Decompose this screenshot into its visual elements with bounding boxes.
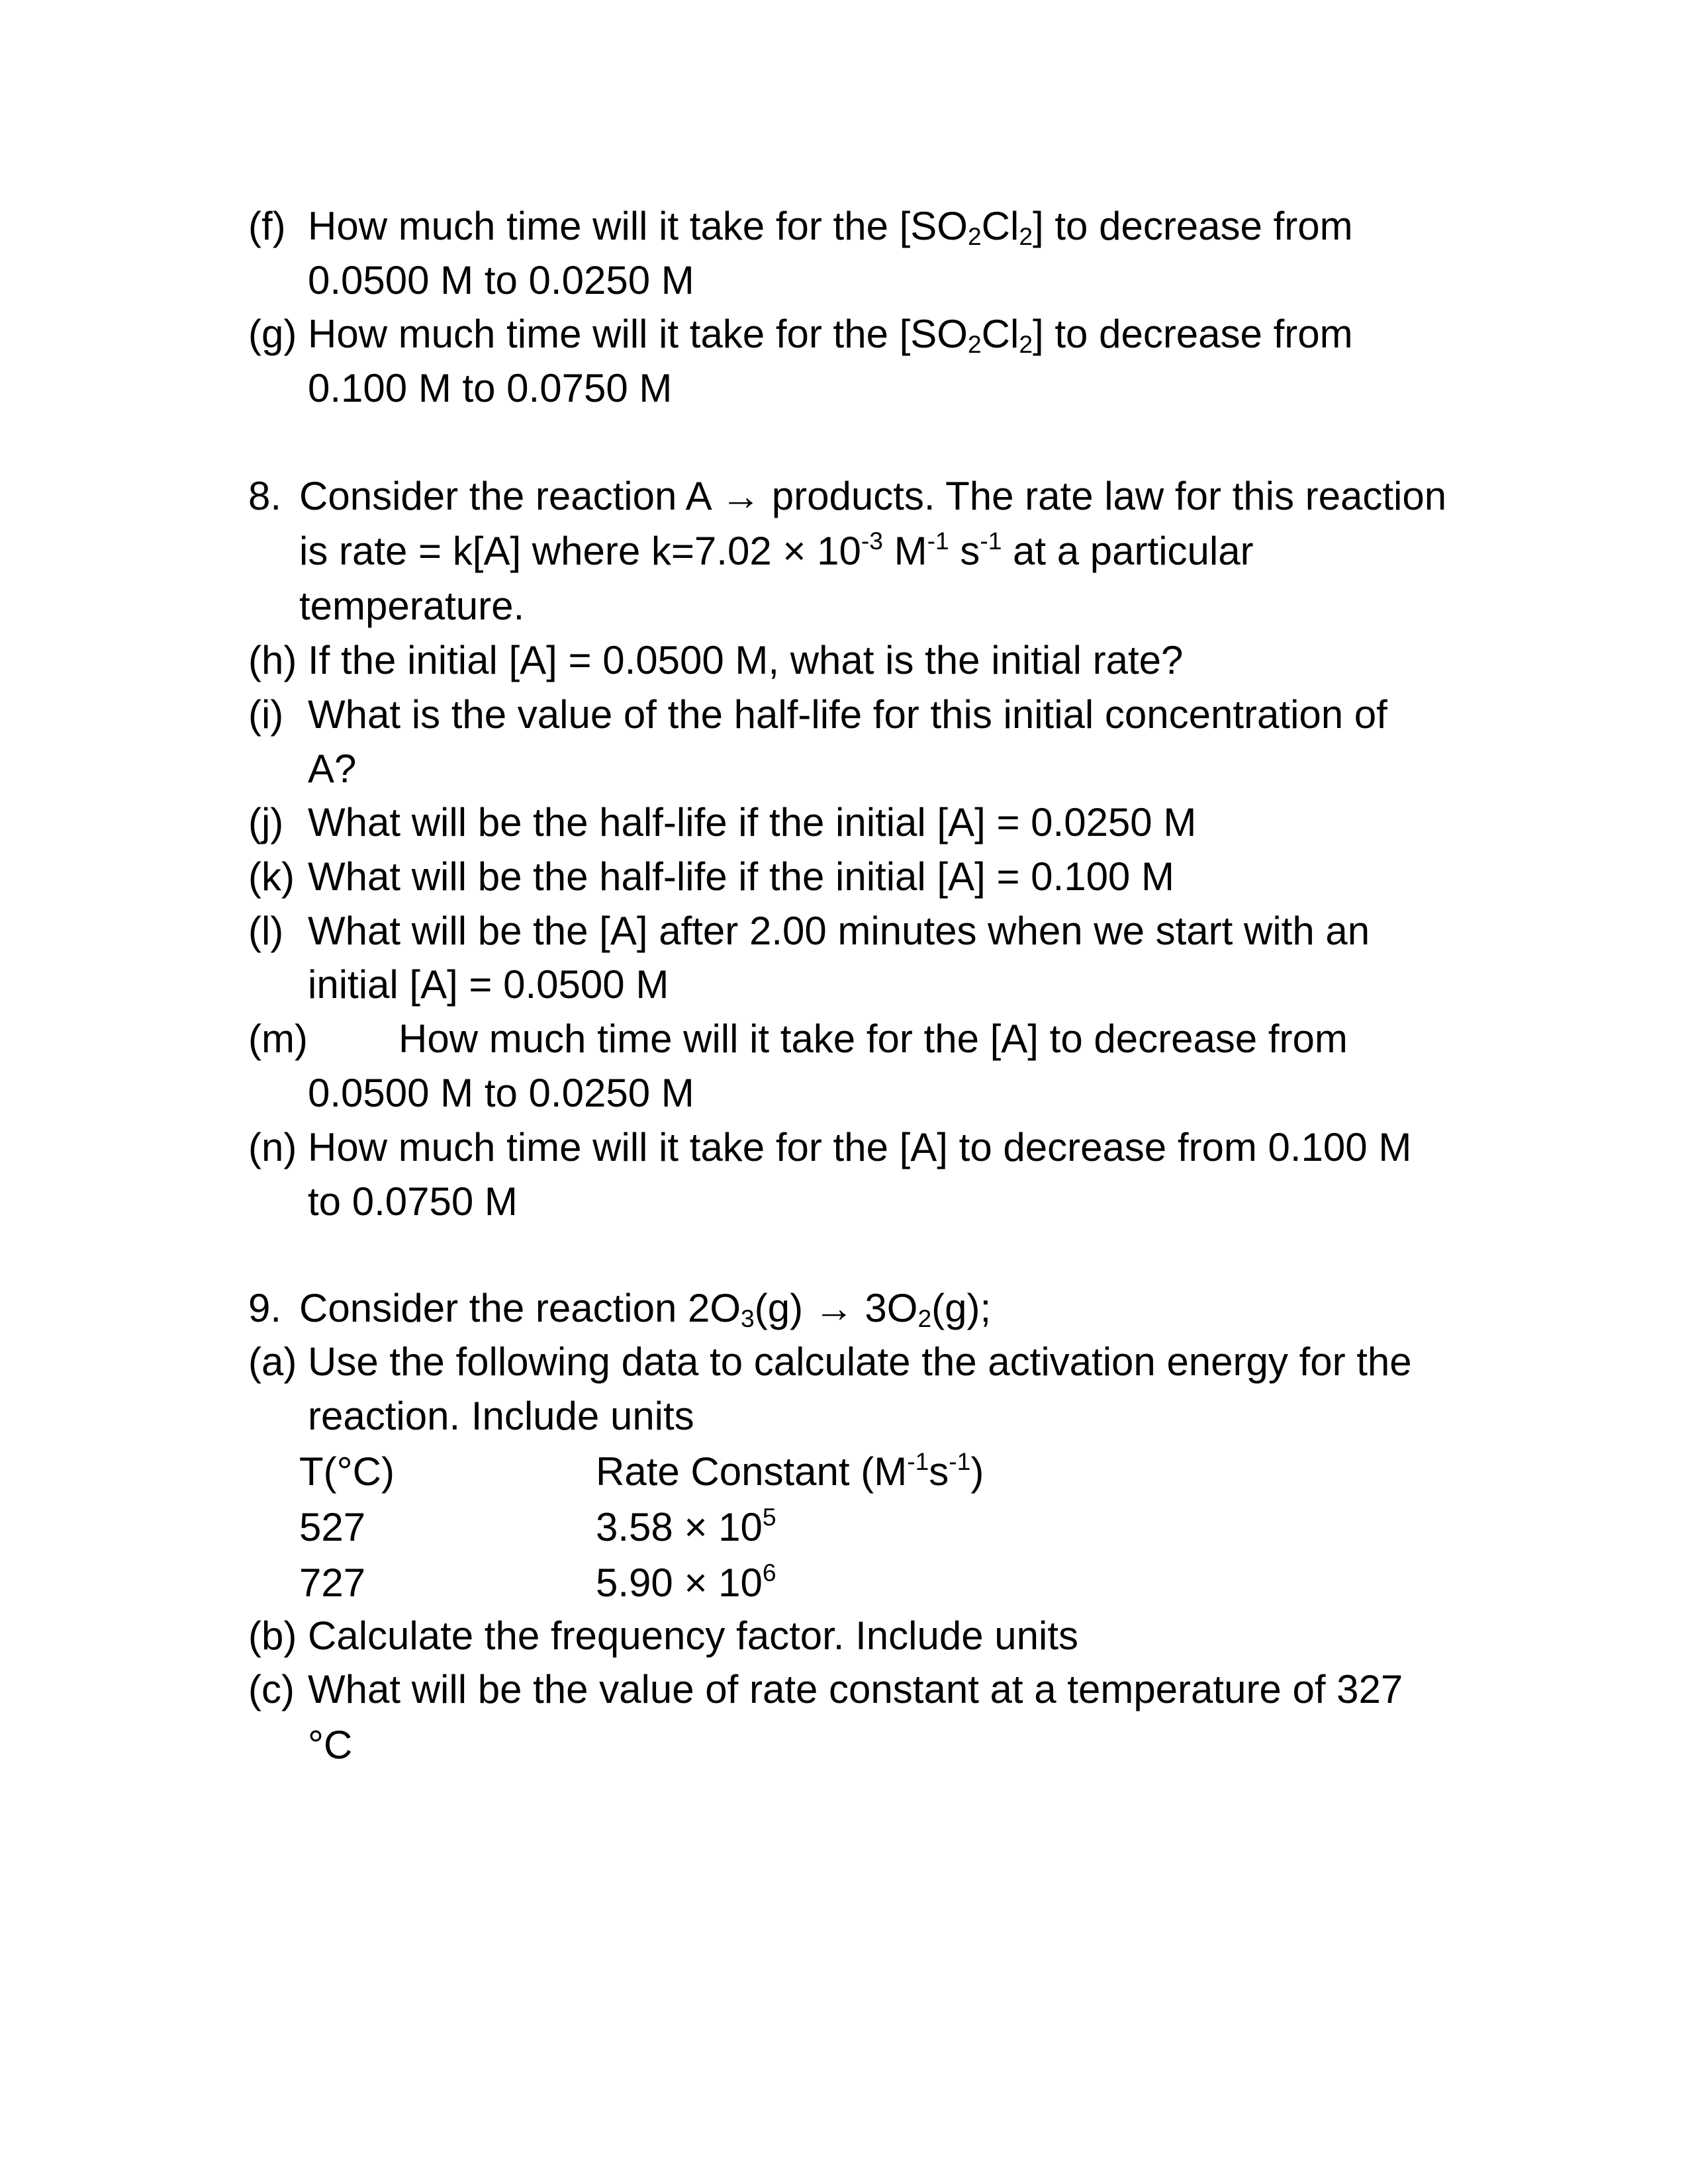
part-text-continued: reaction. Include units [308,1394,694,1438]
part-label: (k) [248,854,295,899]
part-text: If the initial [A] = 0.0500 M, what is the initial rate? [308,638,1184,682]
part-label: (h) [248,638,297,682]
question-text-continued: temperature. [299,584,525,628]
table-header-temperature: T(°C) [299,1449,395,1494]
part-text-continued: °C [308,1723,353,1767]
part-label: (m) [248,1017,308,1061]
part-text: How much time will it take for the [A] to decrease from 0.100 M [308,1125,1412,1169]
part-label: (g) [248,312,297,356]
question-text: Consider the reaction A → products. The rate law for this reaction [299,474,1447,518]
part-text-continued: 0.100 M to 0.0750 M [308,366,673,410]
part-text: What is the value of the half-life for this initial concentration of [308,692,1387,737]
table-cell-temperature: 527 [299,1505,366,1549]
question-number: 9. [248,1286,282,1330]
part-text: What will be the value of rate constant at a temperature of 327 [308,1667,1403,1711]
part-text: How much time will it take for the $[SO_2Cl_2]$ to decrease from [308,204,1353,251]
part-label: (l) [248,909,284,953]
part-label: (i) [248,692,284,737]
part-text-continued: A? [308,747,357,791]
part-label: (c) [248,1667,295,1711]
part-text-continued: 0.0500 M to 0.0250 M [308,258,694,302]
part-text-continued: initial [A] = 0.0500 M [308,962,669,1007]
part-label: (j) [248,800,284,844]
part-text: Use the following data to calculate the activation energy for the [308,1340,1412,1384]
part-text-continued: 0.0500 M to 0.0250 M [308,1071,694,1115]
reaction-equation: Consider the reaction $2O_3(g) \to 3O_2(g)$; [299,1286,992,1333]
part-text-continued: to 0.0750 M [308,1179,518,1224]
part-label: (a) [248,1340,297,1384]
rate-law-text: is rate = k[A] where $k=7.02 \times 10^{-3}$ $M^{-1}$ $s^{-1}$ at a particular [299,526,1254,573]
part-label: (n) [248,1125,297,1169]
part-text: What will be the half-life if the initial [A] = 0.0250 M [308,800,1197,844]
part-text: What will be the half-life if the initial [A] = 0.100 M [308,854,1174,899]
part-label: (f) [248,204,286,248]
table-cell-temperature: 727 [299,1561,366,1605]
table-cell-rate-constant: $3.58 \times 10^5$ [596,1502,776,1549]
part-text: How much time will it take for the [A] to decrease from [399,1017,1348,1061]
part-text: Calculate the frequency factor. Include units [308,1614,1079,1658]
table-header-rate-constant: Rate Constant $(M^{-1}s^{-1})$ [596,1447,984,1494]
part-text: How much time will it take for the $[SO_2Cl_2]$ to decrease from [308,312,1353,359]
part-text: What will be the [A] after 2.00 minutes when we start with an [308,909,1370,953]
part-label: (b) [248,1614,297,1658]
table-cell-rate-constant: $5.90 \times 10^6$ [596,1558,776,1605]
question-number: 8. [248,474,282,518]
